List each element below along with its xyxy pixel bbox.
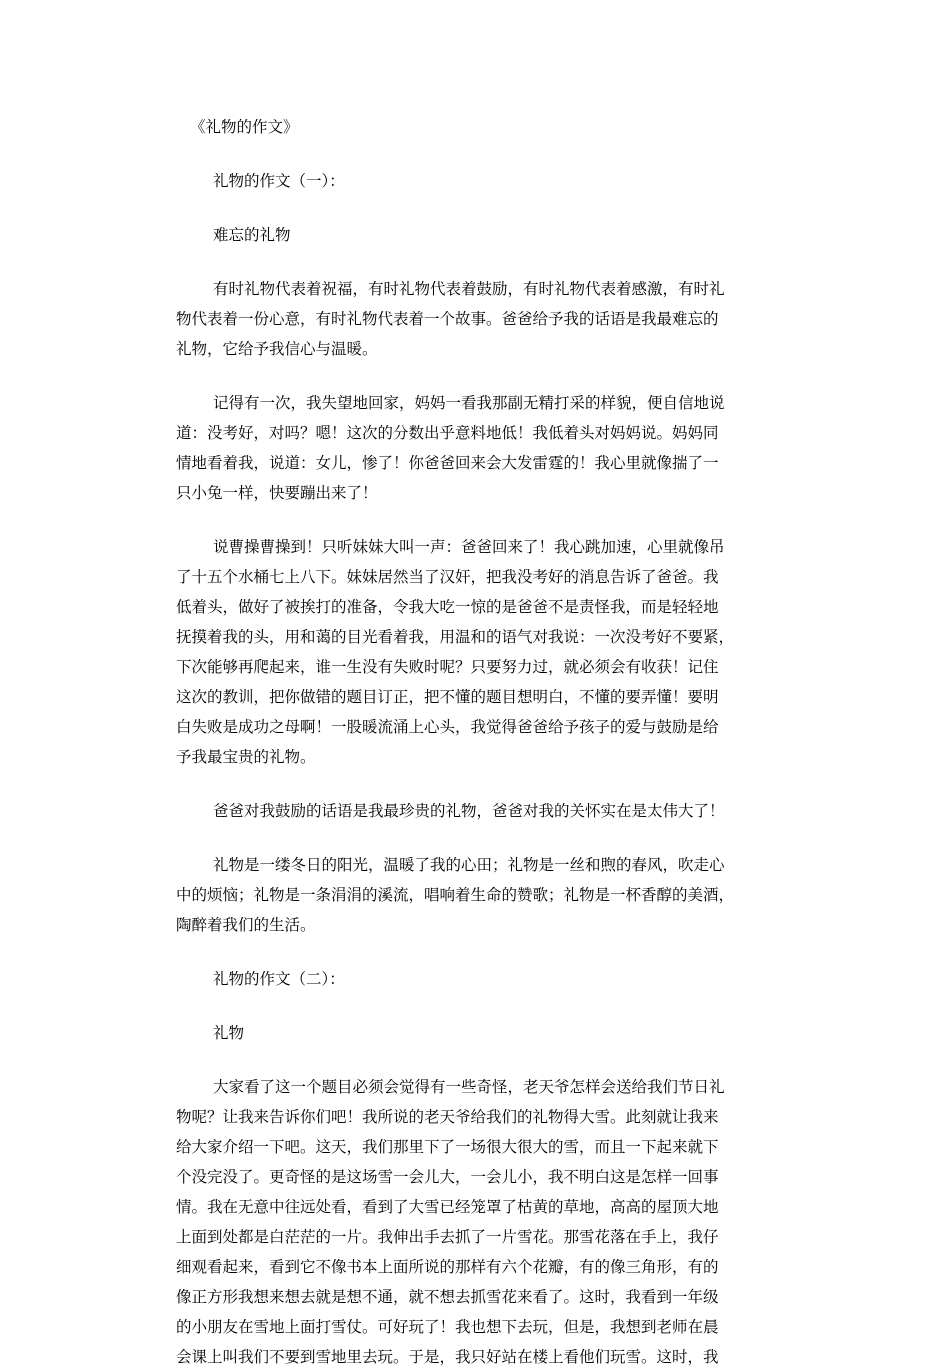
section-heading-1: 礼物的作文（一）： — [213, 172, 345, 190]
paragraph-line: 爸爸对我鼓励的话语是我最珍贵的礼物，爸爸对我的关怀实在是太伟大了！ — [213, 802, 725, 820]
paragraph-line: 物代表着一份心意，有时礼物代表着一个故事。爸爸给予我的话语是我最难忘的 — [176, 310, 719, 328]
paragraph-2 — [176, 388, 772, 508]
paragraph-line: 抚摸着我的头，用和蔼的目光看着我，用温和的语气对我说：一次没考好不要紧， — [176, 628, 735, 646]
paragraph-line: 中的烦恼；礼物是一条涓涓的溪流，唱响着生命的赞歌；礼物是一杯香醇的美酒， — [176, 886, 735, 904]
paragraph-line: 陶醉着我们的生活。 — [176, 916, 316, 934]
paragraph-line: 会课上叫我们不要到雪地里去玩。于是，我只好站在楼上看他们玩雪。这时，我 — [176, 1348, 719, 1366]
paragraph-line: 说曹操曹操到！只听妹妹大叫一声：爸爸回来了！我心跳加速，心里就像吊 — [213, 538, 725, 556]
paragraph-line: 像正方形我想来想去就是想不通，就不想去抓雪花来看了。这时，我看到一年级 — [176, 1288, 719, 1306]
paragraph-line: 的小朋友在雪地上面打雪仗。可好玩了！我也想下去玩，但是，我想到老师在晨 — [176, 1318, 719, 1336]
paragraph-line: 礼物是一缕冬日的阳光，温暖了我的心田；礼物是一丝和煦的春风，吹走心 — [213, 856, 725, 874]
paragraph-line: 予我最宝贵的礼物。 — [176, 748, 316, 766]
paragraph-5 — [176, 850, 772, 940]
paragraph-line: 上面到处都是白茫茫的一片。我伸出手去抓了一片雪花。那雪花落在手上，我仔 — [176, 1228, 719, 1246]
paragraph-line: 低着头，做好了被挨打的准备，令我大吃一惊的是爸爸不是责怪我，而是轻轻地 — [176, 598, 719, 616]
paragraph-line: 细观看起来，看到它不像书本上面所说的那样有六个花瓣，有的像三角形，有的 — [176, 1258, 719, 1276]
paragraph-line: 只小兔一样，快要蹦出来了！ — [176, 484, 378, 502]
paragraph-line: 记得有一次，我失望地回家，妈妈一看我那副无精打采的样貌，便自信地说 — [213, 394, 725, 412]
paragraph-line: 大家看了这一个题目必须会觉得有一些奇怪，老天爷怎样会送给我们节日礼 — [213, 1078, 725, 1096]
paragraph-line: 情地看着我，说道：女儿，惨了！你爸爸回来会大发雷霆的！我心里就像揣了一 — [176, 454, 719, 472]
paragraph-line: 了十五个水桶七上八下。妹妹居然当了汉奸，把我没考好的消息告诉了爸爸。我 — [176, 568, 719, 586]
document-body — [176, 112, 772, 1372]
paragraph-line: 情。我在无意中往远处看，看到了大雪已经笼罩了枯黄的草地，高高的屋顶大地 — [176, 1198, 719, 1216]
section-subtitle-2: 礼物 — [213, 1024, 245, 1042]
paragraph-4 — [176, 796, 772, 826]
paragraph-line: 白失败是成功之母啊！一股暖流涌上心头，我觉得爸爸给予孩子的爱与鼓励是给 — [176, 718, 719, 736]
paragraph-6 — [176, 1072, 772, 1372]
paragraph-line: 给大家介绍一下吧。这天，我们那里下了一场很大很大的雪，而且一下起来就下 — [176, 1138, 719, 1156]
paragraph-line: 有时礼物代表着祝福，有时礼物代表着鼓励，有时礼物代表着感激，有时礼 — [213, 280, 725, 298]
paragraph-line: 礼物，它给予我信心与温暖。 — [176, 340, 378, 358]
paragraph-line: 道：没考好，对吗？嗯！这次的分数出乎意料地低！我低着头对妈妈说。妈妈同 — [176, 424, 719, 442]
paragraph-line: 物呢？让我来告诉你们吧！我所说的老天爷给我们的礼物得大雪。此刻就让我来 — [176, 1108, 719, 1126]
paragraph-3 — [176, 532, 772, 772]
section-subtitle-1: 难忘的礼物 — [213, 226, 291, 244]
paragraph-line: 个没完没了。更奇怪的是这场雪一会儿大，一会儿小，我不明白这是怎样一回事 — [176, 1168, 719, 1186]
paragraph-line: 下次能够再爬起来，谁一生没有失败时呢？只要努力过，就必须会有收获！记住 — [176, 658, 719, 676]
document-title: 《礼物的作文》 — [190, 118, 299, 136]
paragraph-line: 这次的教训，把你做错的题目订正，把不懂的题目想明白，不懂的要弄懂！要明 — [176, 688, 719, 706]
paragraph-1 — [176, 274, 772, 364]
section-heading-2: 礼物的作文（二）： — [213, 970, 345, 988]
